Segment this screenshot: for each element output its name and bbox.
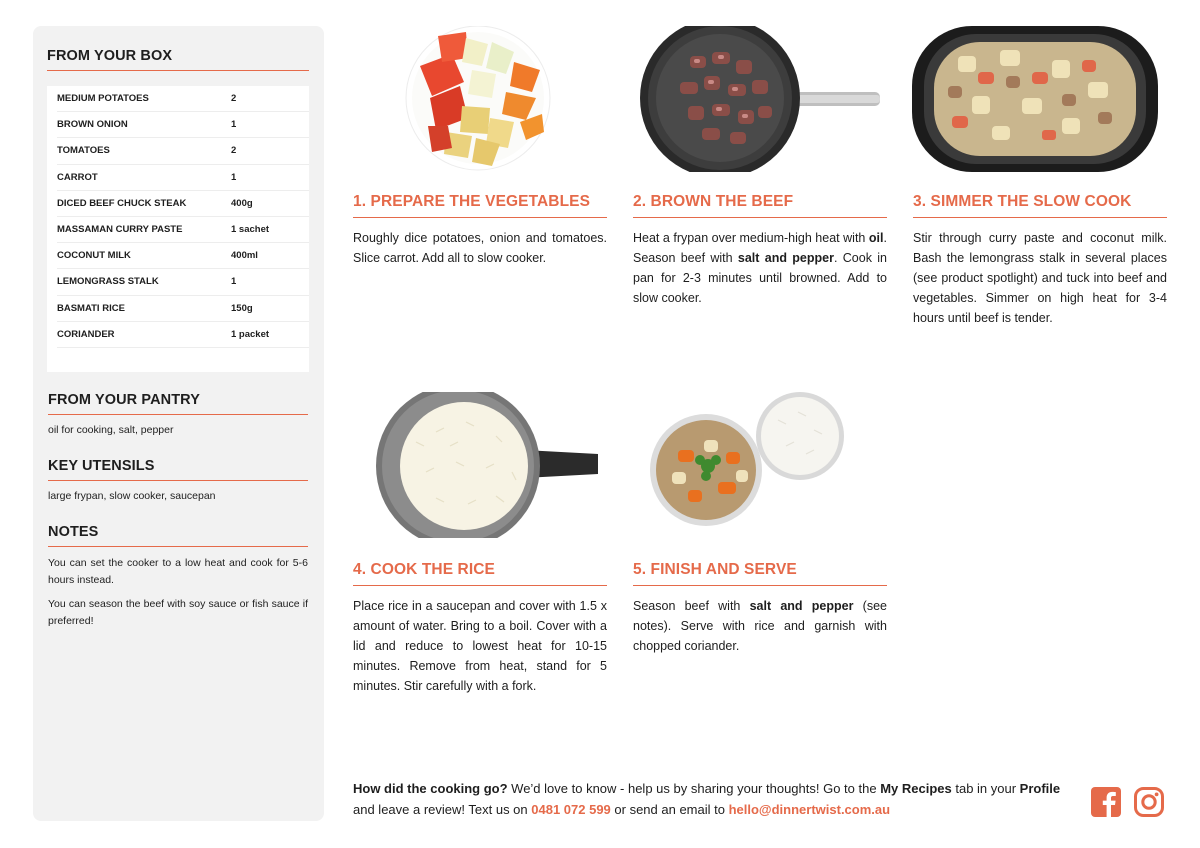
step-3-text: [913, 228, 1167, 328]
ingredient-name: CORIANDER: [57, 328, 115, 340]
ingredient-qty: 400g: [231, 197, 253, 209]
feedback-footer: [353, 778, 1073, 820]
ingredient-row: [57, 269, 309, 295]
ingredient-qty: 1: [231, 171, 237, 183]
step-5: [633, 561, 887, 656]
facebook-icon[interactable]: [1090, 786, 1122, 818]
step-2: [633, 193, 887, 308]
utensils-text: large frypan, slow cooker, saucepan: [48, 490, 216, 502]
my-recipes-link[interactable]: My Recipes: [880, 781, 952, 796]
ingredient-qty: 2: [231, 93, 237, 105]
utensils-title: KEY UTENSILS: [48, 458, 155, 474]
notes-title: NOTES: [48, 524, 99, 540]
step-1-title: 1. PREPARE THE VEGETABLES: [353, 193, 591, 210]
from-your-box-title: FROM YOUR BOX: [47, 48, 173, 64]
ingredient-row: [57, 243, 309, 269]
profile-link[interactable]: Profile: [1019, 781, 1061, 796]
divider: [353, 217, 607, 218]
step-2-title: 2. BROWN THE BEEF: [633, 193, 794, 210]
ingredient-name: TOMATOES: [57, 145, 110, 157]
step-text-run: Roughly dice potatoes, onion and tomatoes. Slice carrot. Add all to slow cooker.: [353, 231, 607, 265]
ingredient-name: LEMONGRASS STALK: [57, 276, 159, 288]
pantry-title: FROM YOUR PANTRY: [48, 392, 200, 408]
ingredient-name: COCONUT MILK: [57, 250, 131, 262]
step-1-text: [353, 228, 607, 268]
step-2-text: [633, 228, 887, 308]
ingredient-row: [57, 138, 309, 164]
footer-text: and leave a review! Text us on: [353, 802, 532, 817]
feedback-question: How did the cooking go?: [353, 781, 508, 796]
ingredient-name: MEDIUM POTATOES: [57, 93, 149, 105]
ingredient-name: BASMATI RICE: [57, 302, 125, 314]
step-3-title: 3. SIMMER THE SLOW COOK: [913, 193, 1132, 210]
note-text: You can season the beef with soy sauce or fish sauce if preferred!: [48, 598, 308, 627]
divider: [913, 217, 1167, 218]
ingredient-qty: 1 packet: [231, 328, 270, 340]
step-1: [353, 193, 607, 268]
ingredients-table: [47, 86, 309, 372]
ingredient-row: [57, 112, 309, 138]
instagram-icon[interactable]: [1133, 786, 1165, 818]
sidebar: [33, 26, 324, 821]
email-link[interactable]: hello@dinnertwist.com.au: [728, 802, 891, 817]
step-text-run: Season beef with: [633, 599, 750, 613]
note-text: You can set the cooker to a low heat and cook for 5-6 hours instead.: [48, 557, 308, 586]
step-text-run: . Cook in pan for 2-3 minutes until browned. Add to slow cooker.: [633, 251, 887, 305]
rice-saucepan-image: [376, 392, 602, 538]
ingredient-name: MASSAMAN CURRY PASTE: [57, 224, 183, 236]
step-text-run: Stir through curry paste and coconut milk. Bash the lemongrass stalk in several places (see product spotlight) and tuck into beef and vegetables. Simmer on high heat for 3-4 hours until beef is tender.: [913, 231, 1167, 325]
ingredient-name: BROWN ONION: [57, 119, 128, 131]
step-text-run: Place rice in a saucepan and cover with 1.5 x amount of water. Bring to a boil. Cover with a lid and reduce to lowest heat for 10-15 minutes. Remove from heat, stand for 5 minutes. Stir carefully with a fork.: [353, 599, 607, 693]
from-your-box-section: [47, 48, 309, 71]
step-text-run: Heat a frypan over medium-high heat with: [633, 231, 869, 245]
utensils-section: [48, 458, 308, 504]
ingredient-row: [57, 165, 309, 191]
footer-text: or send an email to: [610, 802, 729, 817]
ingredient-qty: 400ml: [231, 250, 258, 262]
footer-text: We’d love to know - help us by sharing your thoughts! Go to the: [507, 781, 881, 796]
divider: [633, 217, 887, 218]
step-text-bold: oil: [868, 231, 884, 245]
ingredient-name: DICED BEEF CHUCK STEAK: [57, 197, 187, 209]
ingredient-row: [57, 86, 309, 112]
ingredient-row: [57, 191, 309, 217]
slow-cooker-image: [912, 26, 1158, 172]
divider: [48, 480, 308, 481]
pantry-section: [48, 392, 308, 438]
ingredient-row: [57, 217, 309, 243]
ingredient-qty: 150g: [231, 302, 253, 314]
divider: [633, 585, 887, 586]
divider: [48, 414, 308, 415]
ingredient-name: CARROT: [57, 171, 98, 183]
footer-text: tab in your: [951, 781, 1020, 796]
ingredient-qty: 1 sachet: [231, 224, 270, 236]
step-3: [913, 193, 1167, 328]
step-4-text: [353, 596, 607, 696]
notes-section: [48, 524, 308, 629]
phone-link[interactable]: 0481 072 599: [531, 802, 611, 817]
step-text-run: (see notes). Serve with rice and garnish with chopped coriander.: [633, 599, 887, 653]
ingredient-qty: 1: [231, 119, 237, 131]
step-text-bold: salt and pepper: [737, 251, 834, 265]
divider: [47, 70, 309, 71]
ingredient-row: [57, 322, 309, 348]
vegetables-plate-image: [402, 26, 554, 172]
step-text-bold: salt and pepper: [749, 599, 854, 613]
divider: [353, 585, 607, 586]
step-5-text: [633, 596, 887, 656]
ingredient-qty: 1: [231, 276, 237, 288]
step-4: [353, 561, 607, 696]
step-text-run: . Season beef with: [633, 231, 887, 265]
frypan-beef-image: [640, 26, 884, 172]
step-5-title: 5. FINISH AND SERVE: [633, 561, 797, 578]
ingredient-qty: 2: [231, 145, 237, 157]
finished-dish-image: [648, 390, 848, 536]
ingredient-row: [57, 296, 309, 322]
pantry-text: oil for cooking, salt, pepper: [48, 424, 174, 436]
divider: [48, 546, 308, 547]
step-4-title: 4. COOK THE RICE: [353, 561, 495, 578]
